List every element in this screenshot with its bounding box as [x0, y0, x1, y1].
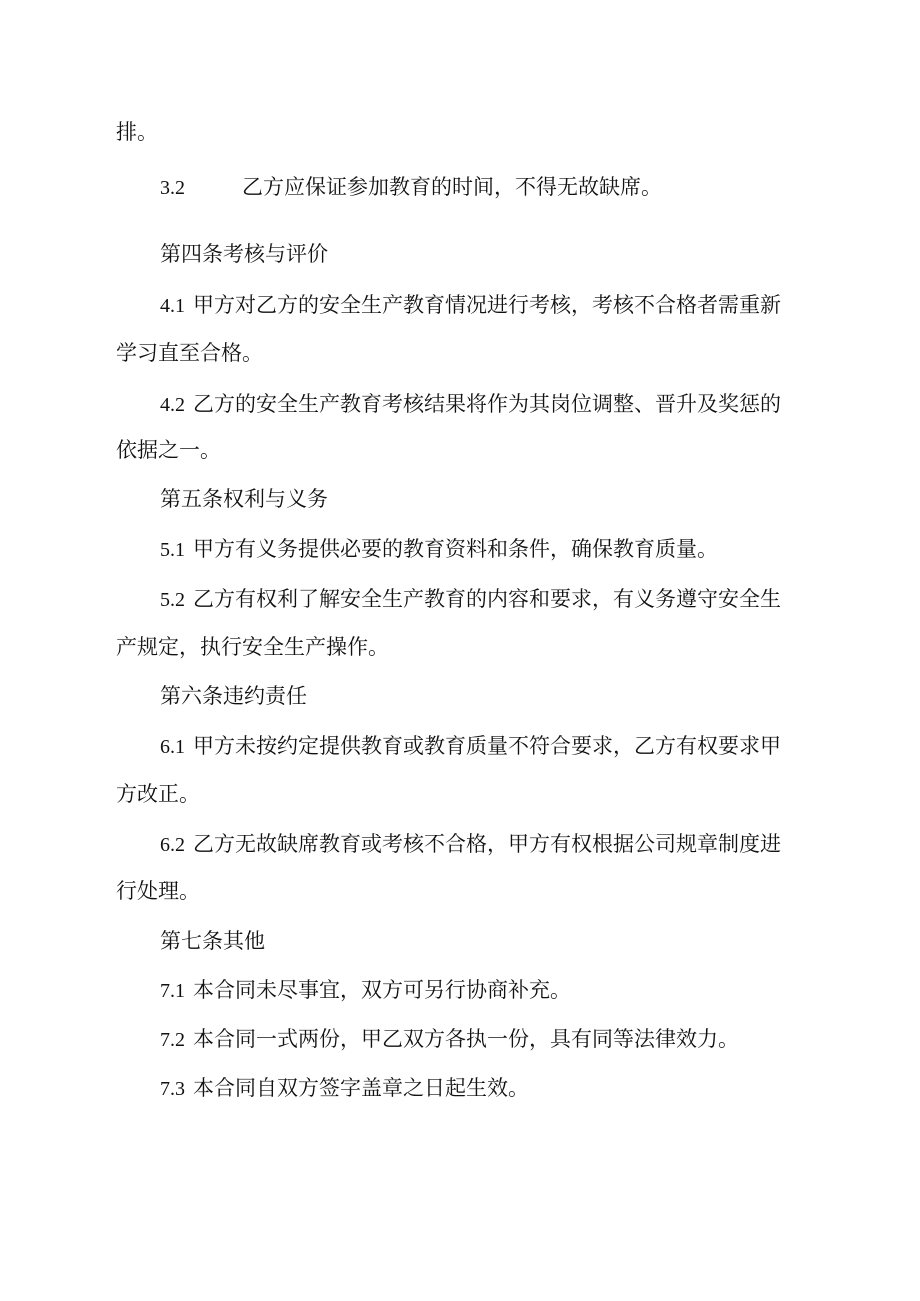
clause-6-2 — [160, 829, 781, 860]
clause-3-2 — [160, 172, 662, 203]
clause-text-line2: 依据之一。 — [116, 438, 221, 462]
clause-6-1-continuation — [116, 779, 200, 809]
clause-5-2-continuation — [116, 632, 389, 662]
article-title: 第四条考核与评价 — [160, 242, 328, 266]
paragraph-continuation — [116, 117, 158, 147]
clause-text-line2: 学习直至合格。 — [116, 341, 263, 365]
article-title: 第七条其他 — [160, 929, 265, 953]
clause-5-2 — [160, 584, 781, 615]
clause-4-2 — [160, 389, 781, 420]
clause-number: 6.1 — [160, 736, 185, 758]
clause-4-2-continuation — [116, 435, 221, 465]
clause-7-1 — [160, 975, 571, 1006]
clause-6-1 — [160, 731, 781, 762]
clause-7-2 — [160, 1024, 739, 1055]
clause-number: 6.2 — [160, 834, 185, 856]
clause-number: 4.1 — [160, 295, 185, 317]
clause-text: 甲方有义务提供必要的教育资料和条件，确保教育质量。 — [193, 537, 718, 561]
clause-text-line2: 方改正。 — [116, 782, 200, 806]
clause-4-1-continuation — [116, 338, 263, 368]
clause-text: 本合同未尽事宜，双方可另行协商补充。 — [193, 978, 571, 1002]
clause-text: 本合同自双方签字盖章之日起生效。 — [193, 1076, 529, 1100]
clause-text: 本合同一式两份，甲乙双方各执一份，具有同等法律效力。 — [193, 1027, 739, 1051]
article-title: 第五条权利与义务 — [160, 487, 328, 511]
clause-number: 4.2 — [160, 394, 185, 416]
clause-text-line1: 乙方的安全生产教育考核结果将作为其岗位调整、晋升及奖惩的 — [193, 392, 781, 416]
clause-4-1 — [160, 290, 781, 321]
clause-text-line1: 甲方未按约定提供教育或教育质量不符合要求，乙方有权要求甲 — [193, 734, 781, 758]
clause-text-line1: 乙方有权利了解安全生产教育的内容和要求，有义务遵守安全生 — [193, 587, 781, 611]
clause-text-line1: 甲方对乙方的安全生产教育情况进行考核，考核不合格者需重新 — [193, 293, 781, 317]
clause-6-2-continuation — [116, 876, 200, 906]
clause-number: 5.1 — [160, 539, 185, 561]
clause-text-line2: 行处理。 — [116, 879, 200, 903]
article-7-heading — [160, 926, 265, 956]
clause-7-3 — [160, 1073, 529, 1104]
clause-number: 5.2 — [160, 589, 185, 611]
clause-number: 3.2 — [160, 177, 185, 199]
clause-5-1 — [160, 534, 718, 565]
article-5-heading — [160, 484, 328, 514]
article-title: 第六条违约责任 — [160, 684, 307, 708]
article-6-heading — [160, 681, 307, 711]
clause-text: 乙方应保证参加教育的时间，不得无故缺席。 — [242, 175, 662, 199]
clause-text-line2: 产规定，执行安全生产操作。 — [116, 635, 389, 659]
clause-number: 7.1 — [160, 980, 185, 1002]
clause-text-line1: 乙方无故缺席教育或考核不合格，甲方有权根据公司规章制度进 — [193, 832, 781, 856]
article-4-heading — [160, 239, 328, 269]
clause-number: 7.3 — [160, 1078, 185, 1100]
clause-number: 7.2 — [160, 1029, 185, 1051]
paragraph-text: 排。 — [116, 120, 158, 144]
